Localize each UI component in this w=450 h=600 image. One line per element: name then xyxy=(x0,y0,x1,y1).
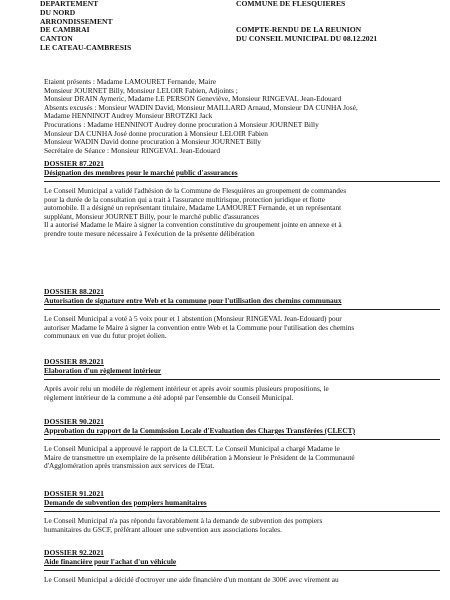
commune-header xyxy=(236,0,436,44)
attendance-line: Procurations : Madame HENNINOT Audrey donne procuration à Monsieur JOURNET Billy xyxy=(44,119,319,129)
attendance-line: Madame HENNINOT Audrey Monsieur BROTZKI Jack xyxy=(44,111,213,121)
header-line: LE CATEAU-CAMBRESIS xyxy=(40,42,132,52)
dossier-body xyxy=(44,187,440,239)
body-line: humanitaires du GSCF, préférant allouer une subvention aux associations locales. xyxy=(44,525,282,534)
dossier-section xyxy=(44,417,440,471)
dossier-number: DOSSIER 90.2021 xyxy=(44,417,104,426)
report-title: COMPTE-RENDU DE LA REUNION xyxy=(236,25,362,35)
dossier-body xyxy=(44,517,440,534)
section-divider xyxy=(44,511,440,512)
header-line: DU NORD xyxy=(40,7,76,17)
body-line: automobile. Il a désigné un représentant titulaire, Madame LAMOURET Fernande, et un représentant xyxy=(44,204,342,213)
attendance-line: Etaient présents : Madame LAMOURET Fernande, Maire xyxy=(44,77,217,86)
dossier-section xyxy=(44,357,440,402)
body-line: pour la durée de la consultation qui a trait à l'assurance multirisque, protection juridique et flotte xyxy=(44,195,325,204)
section-divider xyxy=(44,570,440,571)
body-line: prendre toute mesure nécessaire à l'exécution de la présente délibération xyxy=(44,229,255,238)
body-line: Le Conseil Municipal n'a pas répondu favorablement à la demande de subvention des pompiers xyxy=(44,517,323,525)
header-line: CANTON xyxy=(40,34,73,44)
dossier-body xyxy=(44,315,440,341)
dossier-number: DOSSIER 92.2021 xyxy=(44,548,104,557)
body-line: Le Conseil Municipal a décidé d'octroyer une aide financière d'un montant de 300€ avec virement au xyxy=(44,576,339,584)
dossier-section xyxy=(44,287,440,341)
attendance-line: Absents excusés : Monsieur WADIN David, Monsieur MAILLARD Arnaud, Monsieur DA CUNHA José, xyxy=(44,102,358,112)
dossier-number: DOSSIER 89.2021 xyxy=(44,357,104,366)
dossier-subject: Aide financière pour l'achat d'un véhicule xyxy=(44,557,177,566)
dossier-subject: Demande de subvention des pompiers humanitaires xyxy=(44,498,207,507)
dossier-subject: Elaboration d'un règlement intérieur xyxy=(44,366,162,375)
attendance-block xyxy=(44,78,444,155)
dossier-subject: Désignation des membres pour le marché public d'assurances xyxy=(44,168,238,177)
dossier-body xyxy=(44,576,440,585)
department-header xyxy=(40,0,210,53)
attendance-line: Monsieur JOURNET Billy, Monsieur LELOIR Fabien, Adjoints ; xyxy=(44,85,238,95)
attendance-line: Monsieur DA CUNHA José donne procuration à Monsieur LELOIR Fabien xyxy=(44,128,268,138)
dossier-body xyxy=(44,445,440,471)
dossier-subject: Autorisation de signature entre Web et la commune pour l'utilisation des chemins communaux xyxy=(44,296,342,305)
dossier-section xyxy=(44,489,440,534)
body-line: Le Conseil Municipal a voté à 5 voix pour et 1 abstention (Monsieur RINGEVAL Jean-Edouard) pour xyxy=(44,315,342,323)
dossier-section xyxy=(44,548,440,585)
body-line: Maire de transmettre un exemplaire de la présente délibération à Monsieur le Président de la Communauté xyxy=(44,453,355,462)
body-line: Après avoir relu un modèle de règlement intérieur et après avoir soumis plusieurs propositions, le xyxy=(44,385,329,393)
header-line: DEPARTEMENT xyxy=(40,0,99,8)
section-divider xyxy=(44,439,440,440)
dossier-number: DOSSIER 87.2021 xyxy=(44,159,104,168)
attendance-line: Secrétaire de Séance : Monsieur RINGEVAL Jean-Edouard xyxy=(44,145,221,155)
commune-name: COMMUNE DE FLESQUIERES xyxy=(236,0,346,8)
body-line: Il a autorisé Madame le Maire à signer la convention constitutive du groupement jointe en annexe et à xyxy=(44,221,342,230)
attendance-line: Monsieur DRAIN Aymeric, Madame LE PERSON Geneviève, Monsieur RINGEVAL Jean-Edouard xyxy=(44,94,342,104)
body-line: d'Agglomération après transmission aux services de l'Etat. xyxy=(44,462,215,471)
body-line: autoriser Madame le Maire à signer la convention entre Web et la Commune pour l'utilisation des chemins xyxy=(44,323,355,332)
dossier-number: DOSSIER 88.2021 xyxy=(44,287,104,296)
body-line: Le Conseil Municipal a validé l'adhésion de la Commune de Flesquières au groupement de commandes xyxy=(44,187,347,195)
section-divider xyxy=(44,181,440,182)
body-line: règlement intérieur de la commune a été adopté par l'ensemble du Conseil Municipal. xyxy=(44,393,294,402)
section-divider xyxy=(44,379,440,380)
section-divider xyxy=(44,309,440,310)
dossier-section xyxy=(44,159,440,239)
header-line: ARRONDISSEMENT xyxy=(40,16,113,26)
report-date: DU CONSEIL MUNICIPAL DU 08.12.2021 xyxy=(236,34,378,44)
dossier-body xyxy=(44,385,440,402)
body-line: suppléant, Monsieur JOURNET Billy, pour le marché public d'assurances xyxy=(44,212,260,221)
header-line: DE CAMBRAI xyxy=(40,25,90,35)
attendance-line: Monsieur WADIN David donne procuration à Monsieur JOURNET Billy xyxy=(44,137,261,147)
dossier-subject: Approbation du rapport de la Commission Locale d'Evaluation des Charges Transférées (CLECT) xyxy=(44,426,356,435)
dossier-number: DOSSIER 91.2021 xyxy=(44,489,104,498)
body-line: Le Conseil Municipal a approuvé le rapport de la CLECT. Le Conseil Municipal a chargé Madame le xyxy=(44,445,340,453)
body-line: communaux en vue du futur projet éolien. xyxy=(44,332,167,341)
